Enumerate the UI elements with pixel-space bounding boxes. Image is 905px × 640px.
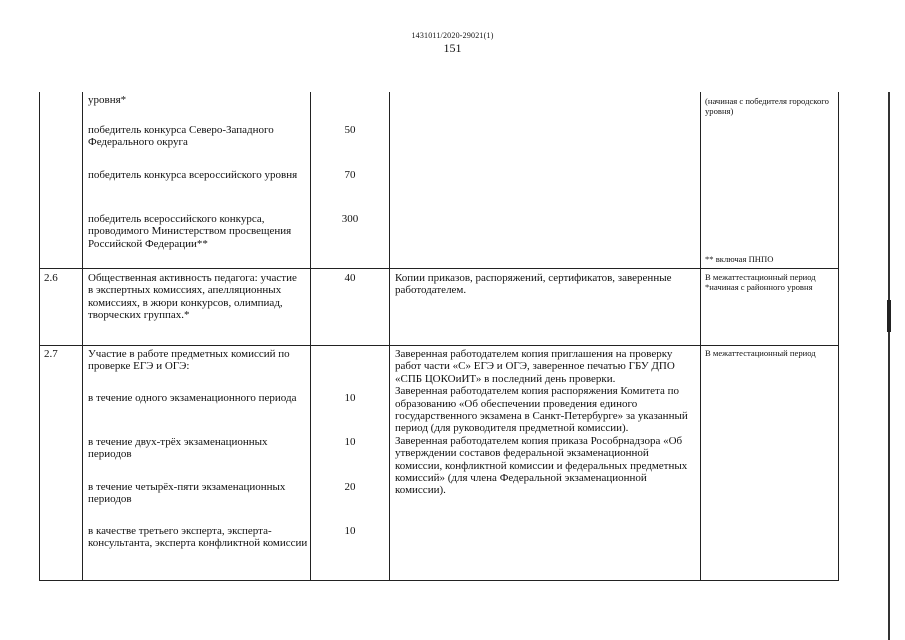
- row-number: 2.7: [44, 348, 58, 360]
- points-value: 10: [344, 392, 356, 404]
- note-text: ** включая ПНПО: [705, 254, 774, 264]
- criterion-text: Участие в работе предметных комиссий по проверке ЕГЭ и ОГЭ:: [88, 348, 290, 373]
- column-divider: [310, 92, 311, 581]
- row-divider: [39, 268, 839, 269]
- criterion-text: победитель всероссийского конкурса, проводимого Министерством просвещения Российской Федерации**: [88, 213, 292, 250]
- table-border-left: [39, 92, 40, 581]
- column-divider: [389, 92, 390, 581]
- criterion-text: Общественная активность педагога: участие в экспертных комиссиях, апелляционных комиссиях, в жюри конкурсов, олимпиад, творческих группах.*: [88, 272, 297, 322]
- note-text: В межаттестационный период *начиная с районного уровня: [705, 272, 816, 293]
- note-text: В межаттестационный период: [705, 348, 816, 358]
- criterion-text: уровня*: [88, 94, 127, 106]
- points-value: 40: [344, 272, 356, 284]
- note-text: (начиная с победителя городского уровня): [705, 96, 829, 117]
- page-number: 151: [443, 41, 462, 55]
- scan-edge-mark: [887, 300, 891, 332]
- row-number: 2.6: [44, 272, 58, 284]
- points-value: 20: [344, 481, 356, 493]
- criterion-text: в течение двух-трёх экзаменационных периодов: [88, 436, 268, 461]
- document-number: 1431011/2020-29021(1): [411, 31, 494, 40]
- criterion-text: в течение четырёх-пяти экзаменационных периодов: [88, 481, 286, 506]
- points-value: 300: [341, 213, 359, 225]
- row-divider: [39, 345, 839, 346]
- criterion-text: в качестве третьего эксперта, эксперта-консультанта, эксперта конфликтной комиссии: [88, 525, 308, 550]
- scan-edge: [888, 92, 890, 640]
- column-divider: [700, 92, 701, 581]
- table-border-bottom: [39, 580, 839, 581]
- criterion-text: победитель конкурса Северо-Западного Федерального округа: [88, 124, 274, 149]
- points-value: 10: [344, 436, 356, 448]
- criterion-text: в течение одного экзаменационного периода: [88, 392, 297, 404]
- documents-text: Копии приказов, распоряжений, сертификатов, заверенные работодателем.: [395, 272, 672, 297]
- column-divider: [82, 92, 83, 581]
- documents-text: Заверенная работодателем копия приглашения на проверку работ части «С» ЕГЭ и ОГЭ, заверенное печатью ГБУ ДПО «СПБ ЦОКОиИТ» в последний день проверки. Заверенная работодателем копия распоряжения Комитета по образованию «Об обеспечении проведения единого государственного экзамена в Санкт-Петербурге» за указанный период (для руководителя предметной комиссии). Заверенная работодателем копия приказа Рособрнадзора «Об утверждении составов федеральной экзаменационной комиссии, конфликтной комиссии и федеральных предметных комиссий» (для члена Федеральной экзаменационной комиссии).: [395, 348, 688, 497]
- points-value: 70: [344, 169, 356, 181]
- table-border-right: [838, 92, 839, 581]
- points-value: 50: [344, 124, 356, 136]
- points-value: 10: [344, 525, 356, 537]
- criterion-text: победитель конкурса всероссийского уровня: [88, 169, 298, 181]
